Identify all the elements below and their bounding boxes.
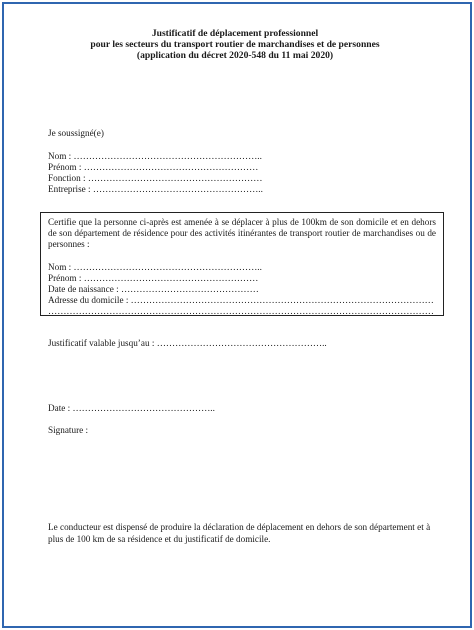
title-line-3: (application du décret 2020-548 du 11 mai 2020) [136, 50, 334, 61]
employee-firstname-field[interactable]: Prénom : ………………………………………………… [48, 273, 259, 283]
employee-fields [48, 262, 434, 317]
employee-box [40, 212, 444, 316]
title-line-1: Justificatif de déplacement professionnel [151, 28, 319, 39]
document-title [0, 28, 470, 61]
declarant-intro: Je soussigné(e) [48, 128, 104, 138]
date-field[interactable]: Date : ……………………………………….. [48, 403, 215, 413]
employee-address-field[interactable]: Adresse du domicile : ……………………………………………………………………………………… [48, 295, 434, 305]
declarant-fields [48, 151, 263, 195]
employee-name-field[interactable]: Nom : …………………………………………………….. [48, 262, 262, 272]
declarant-company-field[interactable]: Entreprise : ……………………………………………….. [48, 184, 263, 194]
certify-statement: Certifie que la personne ci-après est amenée à se déplacer à plus de 100km de son domicile et en dehors de son département de résidence pour des activités itinérantes de transport routier de marchandises ou de personnes : [48, 217, 436, 249]
declarant-name-field[interactable]: Nom : …………………………………………………….. [48, 151, 262, 161]
validity-field[interactable]: Justificatif valable jusqu’au : ……………………………………………….. [48, 338, 327, 348]
declarant-firstname-field[interactable]: Prénom : ………………………………………………… [48, 162, 259, 172]
employee-address-continued-field[interactable]: ……………………………………………………………………………………………………………… [48, 306, 434, 316]
signature-field[interactable]: Signature : [48, 425, 89, 435]
title-line-2: pour les secteurs du transport routier de marchandises et de personnes [90, 39, 380, 50]
employee-birthdate-field[interactable]: Date de naissance : ……………………………………… [48, 284, 259, 294]
declarant-function-field[interactable]: Fonction : ………………………………………………… [48, 173, 263, 183]
footer-note: Le conducteur est dispensé de produire la déclaration de déplacement en dehors de son département et à plus de 100 km de sa résidence et du justificatif de domicile. [48, 522, 431, 544]
